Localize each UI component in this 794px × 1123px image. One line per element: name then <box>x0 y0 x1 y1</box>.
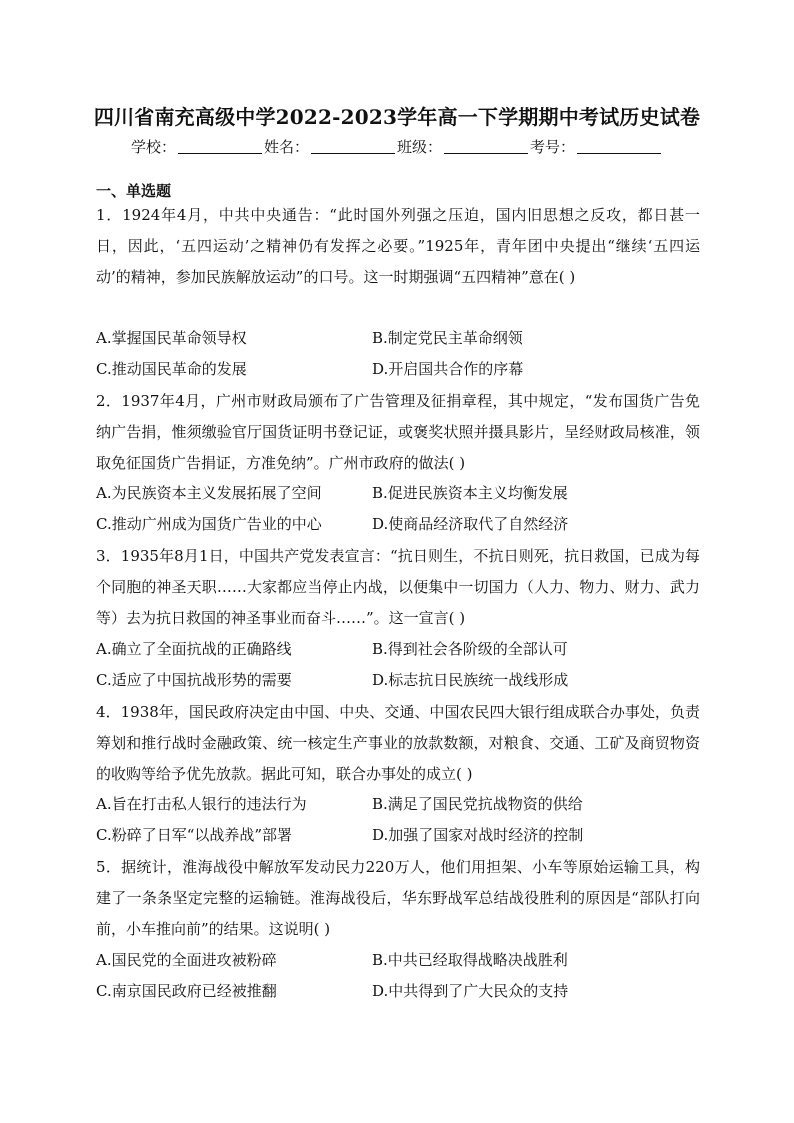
question-options <box>96 634 700 665</box>
question-stem: 5．据统计，淮海战役中解放军发动民力220万人，他们用担架、小车等原始运输工具，构建了一条条坚定完整的运输链。淮海战役后，华东野战军总结战役胜利的原因是“部队打向前，小车推向前”的结果。这说明( ) <box>96 858 700 938</box>
option-b: B.中共已经取得战略决战胜利 <box>372 951 568 969</box>
number-label: 考号： <box>530 138 576 156</box>
question-stem: 1．1924年4月，中共中央通告：“此时国外列强之压迫，国内旧思想之反攻，都日甚一日，因此，‘五四运动’之精神仍有发挥之必要。”1925年，青年团中央提出“继续‘五四运动’的精神，参加民族解放运动”的口号。这一时期强调“五四精神”意在( ) <box>96 206 700 286</box>
name-blank <box>311 139 395 154</box>
option-c: C.推动广州成为国货广告业的中心 <box>96 515 322 533</box>
option-c: C.粉碎了日军“以战养战”部署 <box>96 826 293 844</box>
question-options <box>96 789 700 820</box>
option-d: D.标志抗日民族统一战线形成 <box>372 671 569 689</box>
option-a: A.旨在打击私人银行的违法行为 <box>96 795 307 813</box>
question-stem: 4．1938年，国民政府决定由中国、中央、交通、中国农民四大银行组成联合办事处，负责筹划和推行战时金融政策、统一核定生产事业的放款数额，对粮食、交通、工矿及商贸物资的收购等给予优先放款。据此可知，联合办事处的成立( ) <box>96 703 700 783</box>
question-options <box>96 976 700 1007</box>
question-options <box>96 509 700 540</box>
exam-title: 四川省南充高级中学2022-2023学年高一下学期期中考试历史试卷 <box>93 105 701 129</box>
option-a: A.为民族资本主义发展拓展了空间 <box>96 484 322 502</box>
question-options <box>96 665 700 696</box>
option-d: D.中共得到了广大民众的支持 <box>372 982 569 1000</box>
school-blank <box>178 139 262 154</box>
option-b: B.促进民族资本主义均衡发展 <box>372 484 568 502</box>
option-b: B.得到社会各阶级的全部认可 <box>372 640 568 658</box>
option-a: A.国民党的全面进攻被粉碎 <box>96 951 277 969</box>
option-b: B.满足了国民党抗战物资的供给 <box>372 795 583 813</box>
question-options <box>96 820 700 851</box>
option-d: D.使商品经济取代了自然经济 <box>372 515 569 533</box>
student-info-line <box>0 136 794 157</box>
option-a: A.掌握国民革命领导权 <box>96 329 247 347</box>
question-options <box>96 354 700 385</box>
question-options <box>96 478 700 509</box>
school-label: 学校： <box>130 138 176 156</box>
option-a: A.确立了全面抗战的正确路线 <box>96 640 292 658</box>
option-d: D.加强了国家对战时经济的控制 <box>372 826 584 844</box>
number-blank <box>577 139 661 154</box>
question-options <box>96 323 700 354</box>
class-blank <box>444 139 528 154</box>
question-options <box>96 945 700 976</box>
name-label: 姓名： <box>263 138 309 156</box>
section-heading: 一、单选题 <box>96 182 172 200</box>
option-b: B.制定党民主革命纲领 <box>372 329 523 347</box>
class-label: 班级： <box>397 138 443 156</box>
option-c: C.推动国民革命的发展 <box>96 360 247 378</box>
question-stem: 3．1935年8月1日，中国共产党发表宣言：“抗日则生，不抗日则死，抗日救国，已成为每个同胞的神圣天职……大家都应当停止内战，以便集中一切国力（人力、物力、财力、武力等）去为抗日救国的神圣事业而奋斗……”。这一宣言( ) <box>96 547 700 627</box>
question-stem: 2．1937年4月，广州市财政局颁布了广告管理及征捐章程，其中规定，“发布国货广告免纳广告捐，惟须缴验官厅国货证明书登记证，或褒奖状照并摄具影片，呈经财政局核准，领取免征国货广告捐证，方准免纳”。广州市政府的做法( ) <box>96 392 700 472</box>
option-c: C.适应了中国抗战形势的需要 <box>96 671 292 689</box>
option-c: C.南京国民政府已经被推翻 <box>96 982 277 1000</box>
option-d: D.开启国共合作的序幕 <box>372 360 524 378</box>
